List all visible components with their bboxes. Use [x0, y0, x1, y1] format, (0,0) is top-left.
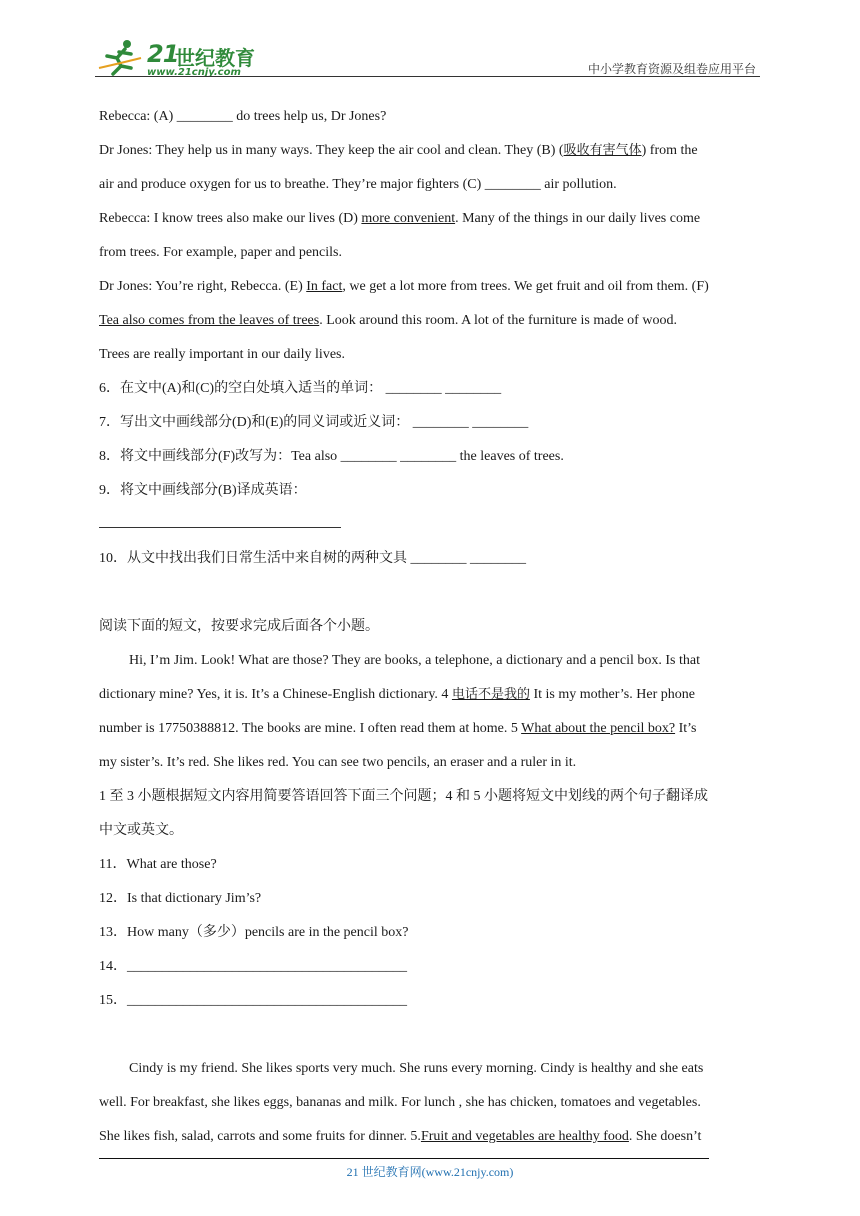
footer-divider — [99, 1158, 709, 1159]
page-footer: 21 世纪教育网(www.21cnjy.com) — [346, 1165, 514, 1179]
passage-line: Hi, I’m Jim. Look! What are those? They are books, a telephone, a dictionary and a pencil box. Is that — [129, 653, 700, 668]
question-7: 7．写出文中画线部分(D)和(E)的同义词或近义词： ________ ________ — [99, 415, 529, 430]
answer-blank-line — [99, 508, 762, 542]
document-body — [99, 100, 762, 1154]
page-header — [95, 28, 760, 78]
question-14: 14．________________________________________ — [99, 959, 407, 974]
passage-line: Rebecca: I know trees also make our lives (D) more convenient. Many of the things in our daily lives come — [99, 211, 701, 226]
question-6: 6．在文中(A)和(C)的空白处填入适当的单词： ________ ________ — [99, 381, 502, 396]
passage-line: Dr Jones: You’re right, Rebecca. (E) In fact, we get a lot more from trees. We get fruit and oil from them. (F) — [99, 279, 709, 294]
question-8: 8．将文中画线部分(F)改写为：Tea also ________ ________ the leaves of trees. — [99, 449, 564, 464]
passage-line: number is 17750388812. The books are mine. I often read them at home. 5 What about the pencil box? It’s — [99, 721, 697, 736]
passage-line: Tea also comes from the leaves of trees. Look around this room. A lot of the furniture is made of wood. — [99, 313, 677, 328]
instruction-note: 中文或英文。 — [99, 823, 183, 838]
underlined-phrase-b: 吸收有害气体 — [563, 143, 642, 158]
passage-line: Dr Jones: They help us in many ways. They keep the air cool and clean. They (B) (吸收有害气体) from the — [99, 143, 698, 158]
passage-line: air and produce oxygen for us to breathe. They’re major fighters (C) ________ air pollution. — [99, 177, 617, 192]
question-9: 9．将文中画线部分(B)译成英语： — [99, 483, 307, 498]
passage-line: Trees are really important in our daily lives. — [99, 347, 345, 362]
underlined-sentence-5: What about the pencil box? — [521, 721, 676, 736]
passage-line: from trees. For example, paper and pencils. — [99, 245, 342, 260]
underlined-sentence-4: 电话不是我的 — [451, 687, 530, 702]
platform-label: 中小学教育资源及组卷应用平台 — [587, 62, 756, 76]
passage-line: well. For breakfast, she likes eggs, bananas and milk. For lunch , she has chicken, tomatoes and vegetables. — [99, 1095, 701, 1110]
passage-line: dictionary mine? Yes, it is. It’s a Chinese-English dictionary. 4 电话不是我的 It is my mother’s. Her phone — [99, 687, 695, 702]
question-11: 11．What are those? — [99, 857, 217, 872]
passage-line: Rebecca: (A) ________ do trees help us, Dr Jones? — [99, 109, 387, 124]
passage-line: Cindy is my friend. She likes sports very much. She runs every morning. Cindy is healthy and she eats — [129, 1061, 704, 1076]
question-15: 15．________________________________________ — [99, 993, 407, 1008]
underlined-phrase-d: more convenient — [361, 211, 456, 226]
site-logo — [95, 34, 265, 80]
passage-line: my sister’s. It’s red. She likes red. You can see two pencils, an eraser and a ruler in it. — [99, 755, 577, 770]
underlined-phrase-e: In fact — [306, 279, 343, 294]
underlined-sentence: Fruit and vegetables are healthy food — [420, 1129, 629, 1144]
logo-url: www.21cnjy.com — [147, 67, 241, 78]
instruction-note: 1 至 3 小题根据短文内容用简要答语回答下面三个问题；4 和 5 小题将短文中划线的两个句子翻译成 — [99, 789, 708, 804]
question-10: 10．从文中找出我们日常生活中来自树的两种文具 ________ ________ — [99, 551, 526, 566]
header-divider — [95, 76, 760, 77]
logo-name: 世纪教育 — [175, 46, 255, 70]
passage-line: She likes fish, salad, carrots and some fruits for dinner. 5.Fruit and vegetables are healthy food. She doesn’t — [99, 1129, 702, 1144]
runner-logo-icon — [97, 38, 143, 76]
question-12: 12．Is that dictionary Jim’s? — [99, 891, 262, 906]
logo-number: 21 — [147, 40, 179, 68]
underlined-sentence-f: Tea also comes from the leaves of trees — [99, 313, 320, 328]
question-13: 13．How many（多少）pencils are in the pencil box? — [99, 925, 409, 940]
instruction: 阅读下面的短文，按要求完成后面各个小题。 — [99, 619, 379, 634]
